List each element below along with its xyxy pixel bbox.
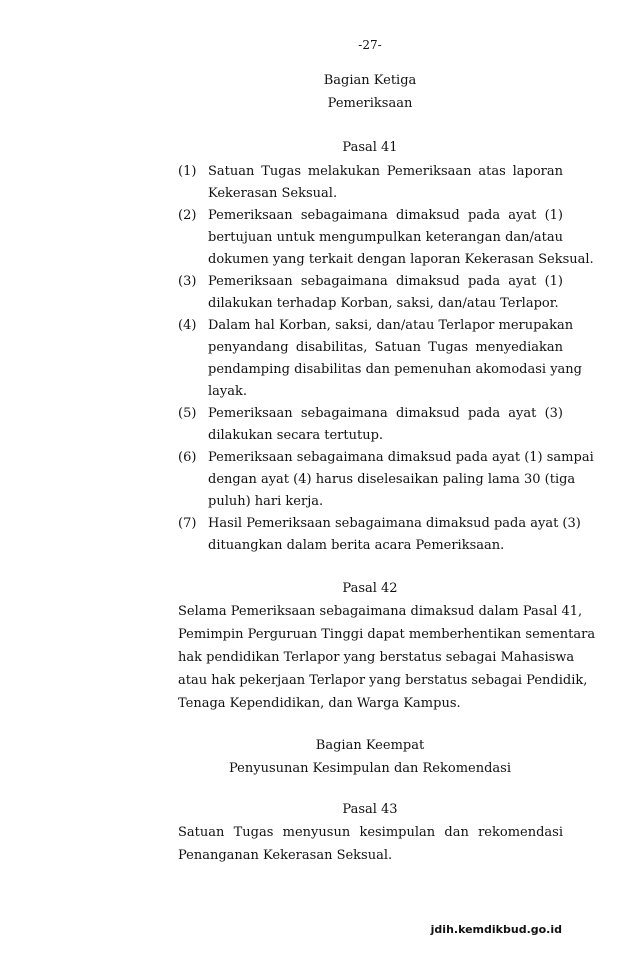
section-subtitle: Pemeriksaan xyxy=(327,96,413,111)
paragraph-line: Tenaga Kependidikan, dan Warga Kampus. xyxy=(178,696,461,711)
article-heading: Pasal 42 xyxy=(342,581,398,596)
item-line: dilakukan secara tertutup. xyxy=(208,428,384,443)
item-number: (3) xyxy=(178,274,197,289)
footer-source: jdih.kemdikbud.go.id xyxy=(430,923,562,936)
item-line: Satuan Tugas melakukan Pemeriksaan atas laporan xyxy=(208,164,563,179)
section-title: Bagian Keempat xyxy=(315,738,425,753)
paragraph-line: Satuan Tugas menyusun kesimpulan dan rekomendasi xyxy=(178,825,563,840)
item-line: dituangkan dalam berita acara Pemeriksaan. xyxy=(208,538,505,553)
paragraph-line: hak pendidikan Terlapor yang berstatus sebagai Mahasiswa xyxy=(178,650,575,665)
item-line: bertujuan untuk mengumpulkan keterangan dan/atau xyxy=(208,230,563,245)
item-number: (5) xyxy=(178,406,197,421)
paragraph-line: Penanganan Kekerasan Seksual. xyxy=(178,848,393,863)
item-line: Hasil Pemeriksaan sebagaimana dimaksud pada ayat (3) xyxy=(208,516,581,531)
item-line: Pemeriksaan sebagaimana dimaksud pada ayat (1) xyxy=(208,208,563,223)
item-line: dengan ayat (4) harus diselesaikan paling lama 30 (tiga xyxy=(208,472,576,487)
paragraph-line: Selama Pemeriksaan sebagaimana dimaksud dalam Pasal 41, xyxy=(178,604,583,619)
item-line: puluh) hari kerja. xyxy=(208,494,324,509)
section-title: Bagian Ketiga xyxy=(323,73,417,88)
item-line: Pemeriksaan sebagaimana dimaksud pada ayat (1) sampai xyxy=(208,450,594,465)
item-number: (4) xyxy=(178,318,197,333)
item-line: Kekerasan Seksual. xyxy=(208,186,338,201)
item-line: pendamping disabilitas dan pemenuhan akomodasi yang xyxy=(208,362,582,377)
article-heading: Pasal 41 xyxy=(342,140,398,155)
paragraph-line: Pemimpin Perguruan Tinggi dapat memberhentikan sementara xyxy=(178,627,596,642)
item-number: (7) xyxy=(178,516,197,531)
article-heading: Pasal 43 xyxy=(342,802,398,817)
item-number: (2) xyxy=(178,208,197,223)
item-number: (1) xyxy=(178,164,197,179)
item-line: penyandang disabilitas, Satuan Tugas menyediakan xyxy=(208,340,563,355)
page-number: -27- xyxy=(358,38,382,52)
paragraph-line: atau hak pekerjaan Terlapor yang berstatus sebagai Pendidik, xyxy=(178,673,588,688)
item-line: dilakukan terhadap Korban, saksi, dan/atau Terlapor. xyxy=(208,296,559,311)
item-line: Pemeriksaan sebagaimana dimaksud pada ayat (1) xyxy=(208,274,563,289)
item-line: Dalam hal Korban, saksi, dan/atau Terlapor merupakan xyxy=(208,318,574,333)
item-line: Pemeriksaan sebagaimana dimaksud pada ayat (3) xyxy=(208,406,563,421)
item-line: dokumen yang terkait dengan laporan Kekerasan Seksual. xyxy=(208,252,594,267)
item-number: (6) xyxy=(178,450,197,465)
item-line: layak. xyxy=(208,384,248,399)
section-subtitle: Penyusunan Kesimpulan dan Rekomendasi xyxy=(229,761,511,776)
